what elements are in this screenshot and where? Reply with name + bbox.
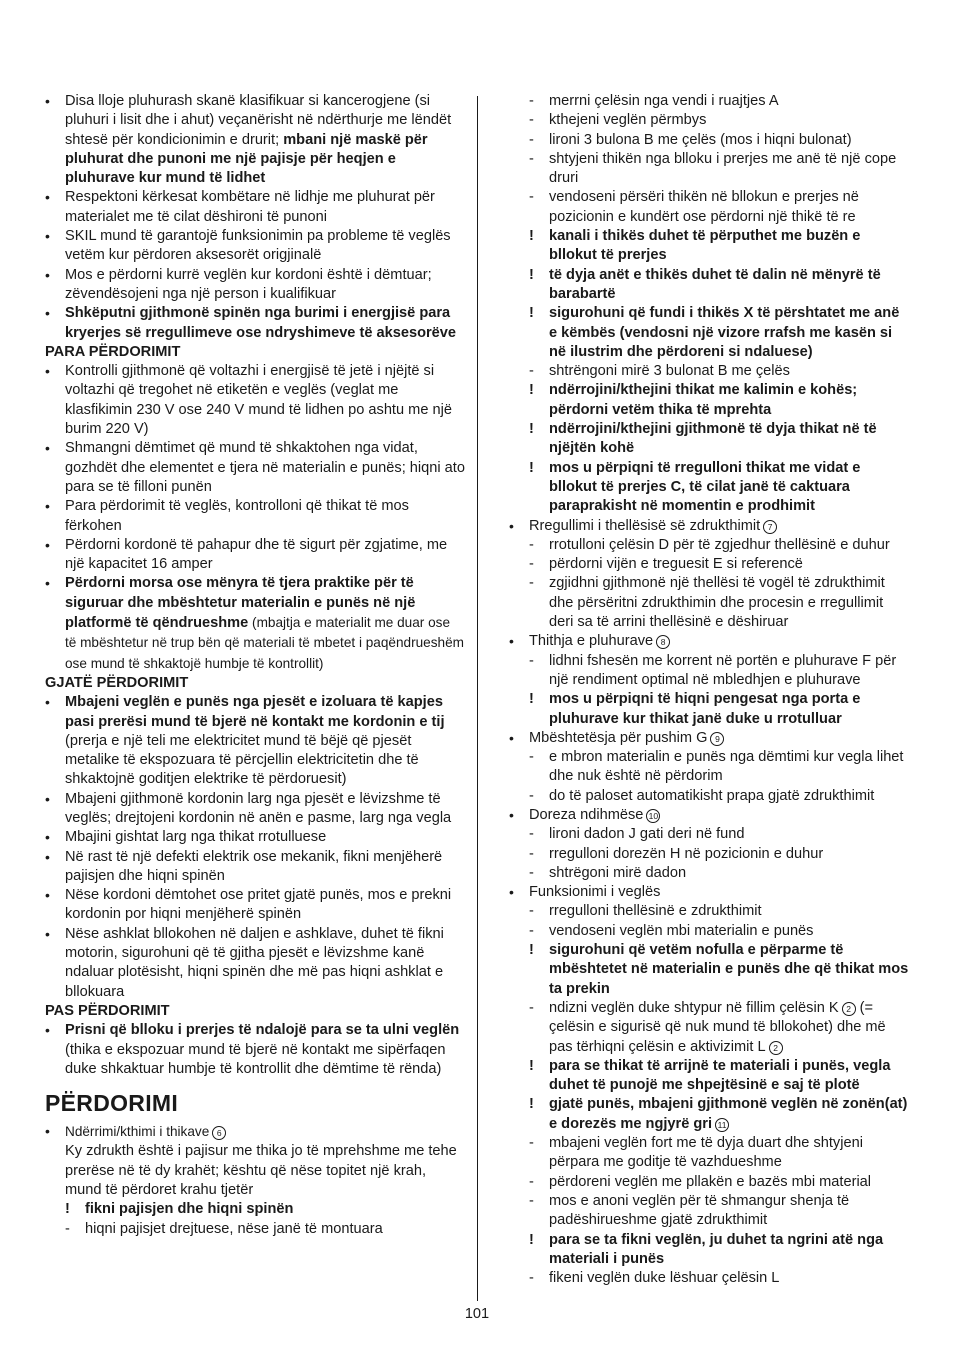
section-heading: PAS PËRDORIMIT: [45, 1002, 170, 1019]
bold-text: të dyja anët e thikës duhet të dalin në mënyrë të barabartë: [549, 266, 881, 302]
bullet-item: [45, 693, 465, 789]
dash-marker: -: [529, 556, 534, 573]
body-text: Ndërrimi/kthimi i thikave: [65, 1124, 210, 1140]
warning-note: [509, 266, 909, 305]
dash-marker: -: [529, 845, 534, 862]
section-heading: PARA PËRDORIMIT: [45, 343, 181, 360]
bullet-marker: •: [45, 694, 50, 711]
bullet-item: [45, 1122, 465, 1200]
bold-text: para se thikat të arrijnë te materiali i punës, vegla duhet të punojë me shpejtësinë e saj të plotë: [549, 1057, 891, 1094]
column-divider: [477, 96, 478, 1301]
body-text: Rregullimi i thellësisë së zdrukthimit: [529, 517, 761, 534]
bullet-marker: •: [509, 633, 514, 650]
bullet-marker: •: [45, 887, 50, 904]
dash-step: [509, 652, 909, 691]
body-text: Respektoni kërkesat kombëtare në lidhje me pluhurat për materialet me të cilat dëshironi të punoni: [65, 189, 435, 225]
left-column: [45, 92, 465, 1239]
body-text: Kontrolli gjithmonë që voltazhi i energjisë të jetë i njëjtë si voltazhi që tregohet në etiketën e veglës (veglat me klasfikimin 230 V ose 240 V mund të lidhen po ashtu me një burim 220 V): [65, 363, 452, 438]
body-text: lironi dadon J gati deri në fund: [549, 826, 745, 843]
body-text: vendoseni veglën mbi materialin e punës: [549, 922, 814, 939]
dash-step: [509, 864, 909, 883]
excl-marker: !: [529, 1096, 534, 1113]
warning-note: [509, 690, 909, 729]
excl-marker: !: [529, 266, 534, 283]
dash-step: [509, 574, 909, 632]
dash-step: [45, 1220, 465, 1239]
bold-text: sigurohuni që vetëm nofulla e përparme të mbështetet në materialin e punës dhe që thikat mos ta prekin: [549, 942, 909, 997]
bullet-marker: •: [45, 790, 50, 807]
warning-note: [509, 941, 909, 999]
dash-step: [509, 150, 909, 189]
body-text: (mbajtja e materialit me duar ose të mbështetur në trup bën që materiali të mbetet i paqëndrueshëm ose mund të shkaktojë humbje të kontrollit): [65, 615, 464, 671]
bullet-marker: •: [509, 517, 514, 534]
dash-marker: -: [529, 189, 534, 206]
bold-text: ndërrojini/kthejini gjithmonë të dyja thikat në të njëjtën kohë: [549, 421, 877, 457]
dash-marker: -: [529, 749, 534, 766]
body-text: Funksionimi i veglës: [529, 884, 661, 901]
figure-ref-icon: 9: [710, 732, 724, 746]
body-text: rregulloni thellësinë e zdrukthimit: [549, 903, 762, 920]
dash-marker: -: [529, 922, 534, 939]
bold-text: Përdorni morsa ose mënyra të tjera praktike për të siguruar dhe mbështetur materialin e punës në një platformë të qëndrueshme: [65, 575, 416, 632]
bullet-item: [45, 227, 465, 266]
bold-text: fikni pajisjen dhe hiqni spinën: [85, 1201, 294, 1218]
body-text: shtyjeni thikën nga blloku i prerjes me anë të një cope druri: [549, 150, 897, 187]
body-text: Mbajini gishtat larg nga thikat rrotulluese: [65, 829, 327, 846]
body-text: zgjidhni gjithmonë një thellësi të vogël të zdrukthimit dhe përsëritni zdrukthimin dhe procesin e rregullimit deri sa të arrini thellësinë e dëshiruar: [549, 575, 885, 631]
body-text: mbajeni veglën fort me të dyja duart dhe shtyjeni përpara me goditje të vazhdueshme: [549, 1135, 863, 1171]
body-text: Thithja e pluhurave: [529, 633, 654, 650]
warning-note: [509, 459, 909, 517]
bold-text: sigurohuni që fundi i thikës X të përshtatet me anë e këmbës (vendosni një vizore rrafsh me kasën si në ilustrim dhe përdoreni si ndaluese): [549, 305, 900, 360]
body-text: Mos e përdorni kurrë veglën kur kordoni është i dëmtuar; zëvendësojeni nga një person i kualifikuar: [65, 266, 432, 302]
body-text: vendoseni përsëri thikën në bllokun e prerjes në pozicionin e kundërt ose përdorni një thikë të re: [549, 189, 859, 225]
bullet-item: [509, 883, 909, 902]
bold-text: para se ta fikni veglën, ju duhet ta ngrini atë nga materiali i punës: [549, 1231, 884, 1267]
right-column: [509, 92, 909, 1288]
dash-marker: -: [529, 999, 534, 1016]
body-text: lironi 3 bulona B me çelës (mos i hiqni bulonat): [549, 131, 852, 148]
dash-step: [509, 1134, 909, 1173]
body-text: rregulloni dorezën H në pozicionin e duhur: [549, 845, 824, 862]
body-text: kthejeni veglën përmbys: [549, 112, 707, 129]
excl-marker: !: [529, 305, 534, 322]
bullet-marker: •: [509, 806, 514, 823]
body-text: Disa lloje pluhurash skanë klasifikuar si kancerogjene (si pluhuri i lisit dhe i ahut) veçanërisht në ndërthurje me lëndët shtesë për kondicionimin e drurit;: [65, 93, 452, 148]
body-text: fikeni veglën duke lëshuar çelësin L: [549, 1270, 780, 1287]
bullet-item: [45, 266, 465, 305]
bold-text: mos u përpiqni të hiqni pengesat nga porta e pluhurave kur thikat janë duke u rrotulluar: [549, 691, 861, 727]
dash-marker: -: [529, 575, 534, 592]
bullet-item: [509, 729, 909, 748]
bullet-marker: •: [45, 1022, 50, 1039]
dash-marker: -: [529, 826, 534, 843]
body-text: (prerja e një teli me elektricitet mund të bëjë që pjesët metalike të ekspozuara të përcjellin elektricitetin dhe të shkaktojnë goditjen elektrike të përdoruesit): [65, 732, 419, 788]
dash-step: [509, 825, 909, 844]
excl-marker: !: [529, 1057, 534, 1074]
bullet-item: [45, 790, 465, 829]
body-text: (= çelësin e sigurisë që nuk mund të bllokohet) dhe më pas tërhiqni çelësin e aktivizimit L: [549, 999, 886, 1055]
bullet-item: [45, 92, 465, 188]
dash-step: [509, 748, 909, 787]
body-text: SKIL mund të garantojë funksionimin pa probleme të veglës vetëm kur përdoren aksesorët origjinalë: [65, 228, 451, 264]
bold-text: Shkëputni gjithmonë spinën nga burimi i energjisë para kryerjes së rregullimeve ose ndryshimeve të aksesorëve: [65, 305, 457, 341]
dash-marker: -: [529, 652, 534, 669]
bullet-marker: •: [45, 305, 50, 322]
body-text: Para përdorimit të veglës, kontrolloni që thikat të mos fërkohen: [65, 498, 409, 534]
dash-marker: -: [529, 112, 534, 129]
section-heading: GJATË PËRDORIMIT: [45, 674, 189, 691]
bullet-item: [45, 925, 465, 1002]
page-number: 101: [464, 1306, 490, 1322]
warning-note: [509, 304, 909, 362]
bullet-item: [45, 1021, 465, 1079]
dash-marker: -: [529, 864, 534, 881]
dash-step: [509, 845, 909, 864]
bullet-marker: •: [45, 536, 50, 553]
excl-marker: !: [65, 1201, 70, 1218]
dash-marker: -: [529, 1192, 534, 1209]
body-text: ndizni veglën duke shtypur në fillim çelësin K: [549, 999, 839, 1016]
body-text: Doreza ndihmëse: [529, 806, 644, 823]
chapter-heading: PËRDORIMI: [45, 1090, 179, 1117]
body-text: rrotulloni çelësin D për të zgjedhur thellësinë e duhur: [549, 536, 890, 553]
dash-marker: -: [529, 93, 534, 109]
bold-text: mos u përpiqni të rregulloni thikat me vidat e bllokut të prerjes C, të cilat janë të caktuara paraprakisht në momentin e prodhimit: [549, 459, 861, 515]
bullet-marker: •: [509, 729, 514, 746]
bullet-item: [45, 497, 465, 536]
dash-step: [509, 787, 909, 806]
dash-step: [509, 922, 909, 941]
dash-marker: -: [529, 363, 534, 380]
figure-ref-icon: 8: [656, 635, 670, 649]
body-text: lidhni fshesën me korrent në portën e pluhurave F për një rendiment optimal në mbledhjen e pluhurave: [549, 652, 897, 688]
bullet-marker: •: [45, 575, 50, 592]
dash-step: [509, 188, 909, 227]
figure-ref-icon: 2: [842, 1002, 856, 1016]
dash-step: [509, 999, 909, 1057]
bullet-marker: •: [45, 440, 50, 457]
bullet-marker: •: [45, 266, 50, 283]
excl-marker: !: [529, 942, 534, 959]
warning-note: [509, 381, 909, 420]
warning-note: [509, 1095, 909, 1134]
body-text: Nëse kordoni dëmtohet ose pritet gjatë punës, mos e prekni kordonin por hiqni menjëherë spinën: [65, 887, 452, 923]
dash-marker: -: [529, 1135, 534, 1152]
excl-marker: !: [529, 421, 534, 438]
body-text: shtrëngoni mirë 3 bulonat B me çelës: [549, 363, 790, 380]
bold-text: gjatë punës, mbajeni gjithmonë veglën në zonën(at) e dorezës me ngjyrë gri: [549, 1096, 908, 1132]
bold-text: kanali i thikës duhet të përputhet me buzën e bllokut të prerjes: [549, 228, 861, 264]
bullet-item: [509, 517, 909, 536]
figure-ref-icon: 2: [769, 1041, 783, 1055]
bullet-item: [45, 828, 465, 847]
dash-marker: -: [529, 1270, 534, 1287]
bullet-marker: •: [45, 1123, 50, 1140]
figure-ref-icon: 6: [212, 1126, 226, 1140]
bold-text: Mbajeni veglën e punës nga pjesët e izoluara të kapjes pasi prerësi mund të bjerë në kontakt me kordonin e tij: [65, 694, 445, 730]
bullet-item: [509, 632, 909, 651]
body-text: Në rast të një defekti elektrik ose mekanik, fikni menjëherë pajisjen dhe hiqni spinën: [65, 848, 443, 884]
dash-step: [509, 131, 909, 150]
dash-marker: -: [529, 131, 534, 148]
body-text: përdorni vijën e treguesit E si referencë: [549, 556, 803, 573]
bullet-item: [45, 439, 465, 497]
body-text: Mbështetësja për pushim G: [529, 729, 708, 746]
warning-note: [509, 1057, 909, 1096]
body-text: Ky zdrukth është i pajisur me thika jo të mprehshme me tehe prerëse në të dy krahët; kështu që nëse topitet një krah, mund të përdoret krahu tjetër: [65, 1143, 457, 1199]
excl-marker: !: [529, 228, 534, 245]
figure-ref-icon: 7: [763, 520, 777, 534]
excl-marker: !: [529, 459, 534, 476]
warning-note: [509, 420, 909, 459]
dash-marker: -: [529, 1173, 534, 1190]
dash-marker: -: [529, 903, 534, 920]
body-text: Përdorni kordonë të pahapur dhe të sigurt për zgjatime, me një kapacitet 16 amper: [65, 536, 448, 573]
body-text: (thika e ekspozuar mund të bjerë në kontakt me sipërfaqen duke shkaktuar humbje të kontrollit dhe dëmtime të rënda): [65, 1041, 446, 1077]
body-text: do të paloset automatikisht prapa gjatë zdrukthimit: [549, 787, 875, 804]
dash-marker: -: [529, 536, 534, 553]
bullet-item: [45, 848, 465, 887]
bullet-marker: •: [45, 829, 50, 846]
bullet-marker: •: [45, 228, 50, 245]
body-text: Shmangni dëmtimet që mund të shkaktohen nga vidat, gozhdët dhe elementet e tjera në materialin e punës; hiqni ato para se të filloni punën: [65, 440, 465, 495]
dash-step: [509, 1192, 909, 1231]
dash-step: [509, 902, 909, 921]
dash-step: [509, 111, 909, 130]
figure-ref-icon: 11: [715, 1118, 729, 1132]
dash-step: [509, 1269, 909, 1288]
dash-step: [509, 555, 909, 574]
body-text: merrni çelësin nga vendi i ruajtjes A: [549, 93, 779, 109]
bullet-item: [45, 886, 465, 925]
bold-text: Prisni që blloku i prerjes të ndalojë para se ta ulni veglën: [65, 1022, 460, 1039]
excl-marker: !: [529, 691, 534, 708]
dash-step: [509, 362, 909, 381]
dash-step: [509, 92, 909, 111]
warning-note: [509, 227, 909, 266]
body-text: Mbajeni gjithmonë kordonin larg nga pjesët e lëvizshme të veglës; drejtojeni kordonin në anën e pasme, larg nga vegla: [65, 790, 452, 826]
figure-ref-icon: 10: [646, 809, 660, 823]
bullet-marker: •: [45, 363, 50, 380]
bullet-marker: •: [45, 848, 50, 865]
bullet-marker: •: [509, 884, 514, 901]
bullet-item: [45, 536, 465, 575]
body-text: e mbron materialin e punës nga dëmtimi kur vegla lihet dhe nuk është në përdorim: [549, 749, 904, 785]
dash-marker: -: [65, 1220, 70, 1237]
body-text: mos e anoni veglën për të shmangur shenja të padëshirueshme gjatë zdrukthimit: [549, 1192, 850, 1229]
excl-marker: !: [529, 1231, 534, 1248]
bullet-item: [45, 304, 465, 343]
body-text: përdoreni veglën me pllakën e bazës mbi material: [549, 1173, 872, 1190]
bullet-item: [45, 362, 465, 439]
warning-note: [45, 1200, 465, 1219]
dash-step: [509, 536, 909, 555]
bullet-marker: •: [45, 93, 50, 109]
bullet-marker: •: [45, 189, 50, 206]
warning-note: [509, 1231, 909, 1270]
bullet-marker: •: [45, 925, 50, 942]
body-text: shtrëgoni mirë dadon: [549, 864, 687, 881]
dash-step: [509, 1173, 909, 1192]
bold-text: ndërrojini/kthejini thikat me kalimin e kohës; përdorni vetëm thika të mprehta: [549, 382, 858, 418]
bold-text: mbani një maskë për pluhurat dhe punoni me një pajisje për heqjen e pluhurave kur mund të lidhet: [65, 131, 428, 187]
dash-marker: -: [529, 787, 534, 804]
body-text: hiqni pajisjet drejtuese, nëse janë të montuara: [85, 1220, 383, 1237]
bullet-marker: •: [45, 498, 50, 515]
bullet-item: [509, 806, 909, 825]
body-text: Nëse ashklat bllokohen në daljen e ashklave, duhet të fikni motorin, sigurohuni që të gjitha pjesët e lëvizshme kanë ndaluar plotësisht, hiqni spinën dhe më pas hiqni ashklat e bllokuara: [65, 925, 444, 1000]
bullet-item: [45, 574, 465, 673]
bullet-item: [45, 188, 465, 227]
excl-marker: !: [529, 382, 534, 399]
dash-marker: -: [529, 150, 534, 167]
